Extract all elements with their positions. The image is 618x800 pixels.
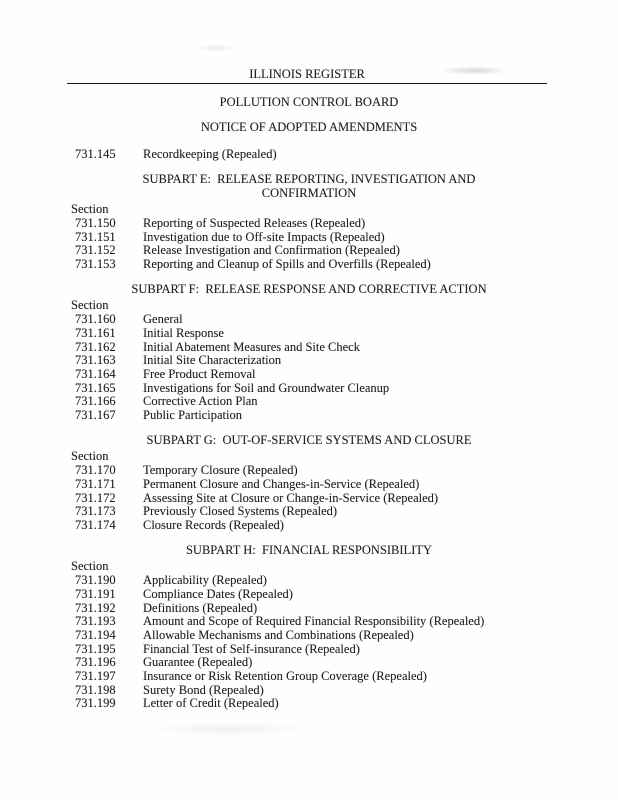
section-column-label: Section [71, 202, 109, 217]
toc-row [0, 478, 618, 492]
section-number: 731.170 [75, 463, 116, 478]
section-title: Applicability (Repealed) [143, 573, 267, 588]
toc-row [0, 409, 618, 423]
section-title: Corrective Action Plan [143, 394, 258, 409]
toc-row [0, 574, 618, 588]
toc-row [0, 395, 618, 409]
section-title: Insurance or Risk Retention Group Coverage (Repealed) [143, 669, 427, 684]
section-number: 731.193 [75, 614, 116, 629]
toc-row [0, 615, 618, 629]
section-title: Financial Test of Self-insurance (Repealed) [143, 641, 360, 656]
subpart-heading-line: SUBPART F: RELEASE RESPONSE AND CORRECTIVE ACTION [131, 282, 487, 297]
section-number: 731.197 [75, 669, 116, 684]
toc-row [0, 492, 618, 506]
register-title: ILLINOIS REGISTER [249, 67, 365, 81]
toc-row [0, 670, 618, 684]
section-title: Letter of Credit (Repealed) [143, 696, 279, 711]
section-title: Closure Records (Repealed) [143, 517, 284, 532]
section-title: Reporting and Cleanup of Spills and Overfills (Repealed) [143, 257, 431, 272]
section-title: Initial Response [143, 325, 224, 340]
section-title: General [143, 312, 183, 327]
section-number: 731.152 [75, 243, 116, 258]
toc-row [0, 643, 618, 657]
header-rule [67, 68, 547, 84]
toc-row [0, 313, 618, 327]
section-number: 731.190 [75, 573, 116, 588]
toc-row [0, 697, 618, 711]
subpart-h-heading [0, 544, 618, 558]
section-number: 731.192 [75, 600, 116, 615]
toc-row [0, 684, 618, 698]
section-title: Initial Abatement Measures and Site Check [143, 339, 360, 354]
section-number: 731.194 [75, 627, 116, 642]
section-title: Amount and Scope of Required Financial Responsibility (Repealed) [143, 614, 485, 629]
section-number: 731.145 [75, 147, 116, 162]
subpart-f-heading [0, 283, 618, 297]
section-title: Surety Bond (Repealed) [143, 682, 264, 697]
toc-row [0, 327, 618, 341]
subpart-heading-line: CONFIRMATION [261, 186, 357, 201]
section-number: 731.160 [75, 312, 116, 327]
subpart-g-heading [0, 434, 618, 448]
section-number: 731.174 [75, 517, 116, 532]
subpart-e-heading [0, 173, 618, 200]
toc-row [0, 148, 618, 162]
section-number: 731.162 [75, 339, 116, 354]
section-title: Previously Closed Systems (Repealed) [143, 504, 338, 519]
toc-row [0, 602, 618, 616]
section-title: Guarantee (Repealed) [143, 655, 253, 670]
section-title: Investigation due to Off-site Impacts (Repealed) [143, 229, 385, 244]
section-number: 731.163 [75, 353, 116, 368]
section-title: Reporting of Suspected Releases (Repealed) [143, 215, 366, 230]
section-number: 731.195 [75, 641, 116, 656]
section-number: 731.173 [75, 504, 116, 519]
toc-row [0, 231, 618, 245]
section-column-label: Section [71, 559, 109, 574]
section-title: Compliance Dates (Repealed) [143, 586, 293, 601]
section-number: 731.164 [75, 366, 116, 381]
section-title: Release Investigation and Confirmation (Repealed) [143, 243, 400, 258]
section-title: Allowable Mechanisms and Combinations (Repealed) [143, 627, 414, 642]
section-title: Free Product Removal [143, 366, 256, 381]
section-number: 731.191 [75, 586, 116, 601]
section-number: 731.171 [75, 476, 116, 491]
toc-row [0, 464, 618, 478]
section-number: 731.153 [75, 257, 116, 272]
subpart-heading-line: SUBPART G: OUT-OF-SERVICE SYSTEMS AND CLOSURE [146, 433, 472, 448]
section-title: Temporary Closure (Repealed) [143, 463, 298, 478]
section-number: 731.151 [75, 229, 116, 244]
section-title: Assessing Site at Closure or Change-in-Service (Repealed) [143, 490, 439, 505]
section-number: 731.196 [75, 655, 116, 670]
toc-row [0, 656, 618, 670]
section-column-label: Section [71, 298, 109, 313]
toc-row [0, 354, 618, 368]
section-title: Initial Site Characterization [143, 353, 282, 368]
section-number: 731.198 [75, 682, 116, 697]
section-number: 731.150 [75, 215, 116, 230]
section-number: 731.167 [75, 408, 116, 423]
scan-artifact [150, 722, 310, 736]
section-number: 731.161 [75, 325, 116, 340]
section-number: 731.165 [75, 380, 116, 395]
toc-row [0, 217, 618, 231]
toc-row [0, 505, 618, 519]
section-number: 731.172 [75, 490, 116, 505]
section-number: 731.199 [75, 696, 116, 711]
board-title: POLLUTION CONTROL BOARD [219, 94, 399, 109]
subpart-heading-line: SUBPART H: FINANCIAL RESPONSIBILITY [185, 543, 433, 558]
section-title: Recordkeeping (Repealed) [143, 147, 277, 162]
section-number: 731.166 [75, 394, 116, 409]
section-title: Investigations for Soil and Groundwater Cleanup [143, 380, 390, 395]
notice-title: NOTICE OF ADOPTED AMENDMENTS [200, 120, 418, 135]
section-column-label: Section [71, 449, 109, 464]
section-title: Definitions (Repealed) [143, 600, 258, 615]
toc-row [0, 341, 618, 355]
toc-row [0, 519, 618, 533]
subpart-heading-line: SUBPART E: RELEASE REPORTING, INVESTIGATION AND [142, 172, 476, 187]
toc-row [0, 258, 618, 272]
toc-row [0, 244, 618, 258]
toc-row [0, 382, 618, 396]
scan-artifact [196, 44, 236, 52]
toc-row [0, 588, 618, 602]
section-title: Permanent Closure and Changes-in-Service (Repealed) [143, 476, 420, 491]
section-title: Public Participation [143, 408, 242, 423]
toc-row [0, 368, 618, 382]
toc-row [0, 629, 618, 643]
